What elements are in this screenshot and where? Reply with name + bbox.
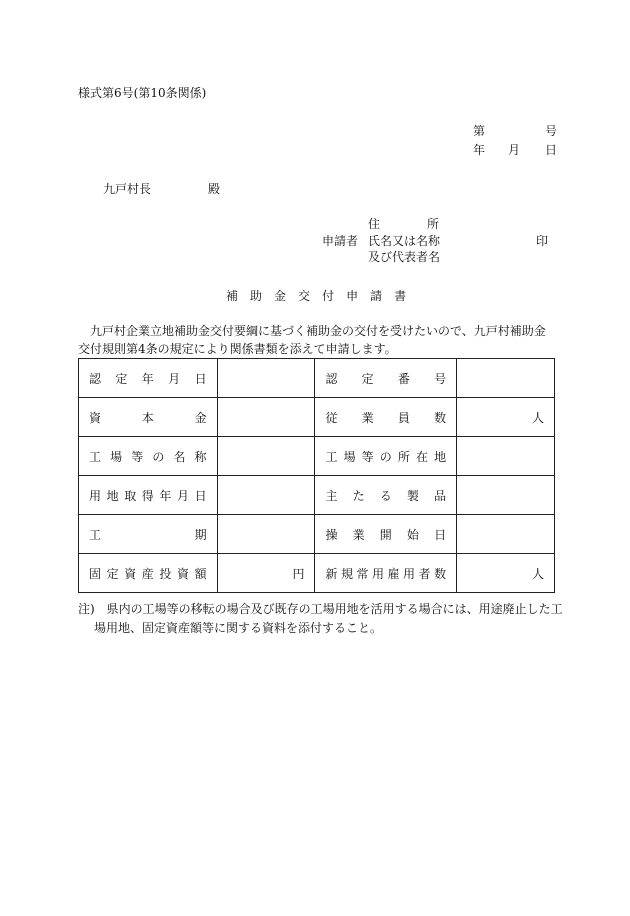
right-label (315, 437, 457, 476)
right-label-char: 常 (356, 566, 369, 581)
right-label-char: 数 (434, 410, 447, 425)
left-label-char: 用 (89, 488, 102, 503)
left-label-char: 月 (168, 371, 181, 386)
right-label-char: 製 (406, 488, 419, 503)
right-label-char: 主 (325, 488, 338, 503)
left-label-char: 名 (173, 449, 186, 464)
left-label-char: 期 (194, 527, 207, 542)
left-label-char: 等 (131, 449, 144, 464)
title-char: 助 (250, 289, 263, 303)
left-label-char: 資 (89, 410, 102, 425)
table-row (79, 554, 555, 593)
right-label-char: 規 (340, 566, 353, 581)
right-label-char: 工 (325, 449, 338, 464)
note-line-2: 場用地、固定資産額等に関する資料を添付すること。 (94, 621, 383, 635)
left-label-char: 地 (106, 488, 119, 503)
right-value-field[interactable] (457, 476, 555, 515)
date-year-label: 年 (473, 143, 486, 157)
right-label-char: 号 (434, 371, 447, 386)
left-label (79, 515, 218, 554)
right-label-char: た (352, 488, 365, 503)
right-label-char: 数 (434, 566, 447, 581)
application-table (78, 358, 555, 593)
form-number: 様式第6号(第10条関係) (78, 86, 207, 100)
table-row (79, 476, 555, 515)
left-label-char: 日 (194, 371, 207, 386)
title-char: 申 (346, 289, 359, 303)
note-line-1: 注) 県内の工場等の移転の場合及び既存の工場用地を活用する場合には、用途廃止した工 (78, 602, 563, 616)
right-value-field[interactable] (457, 437, 555, 476)
right-label-char: る (379, 488, 392, 503)
right-label-char: 地 (434, 449, 447, 464)
left-label-char: 金 (194, 410, 207, 425)
left-label-char: 定 (115, 371, 128, 386)
title-char: 請 (370, 289, 383, 303)
left-label (79, 437, 218, 476)
applicant-label: 申請者 (322, 234, 359, 248)
date-day-label: 日 (545, 143, 558, 157)
left-value-field[interactable] (217, 515, 315, 554)
left-label (79, 359, 218, 398)
left-label-char: 年 (141, 371, 154, 386)
right-label-char: 認 (325, 371, 338, 386)
right-label (315, 359, 457, 398)
left-label-char: 本 (141, 410, 154, 425)
left-label (79, 554, 218, 593)
right-label-char: の (379, 449, 392, 464)
left-label-char: 月 (176, 488, 189, 503)
left-label-char: 資 (176, 566, 189, 581)
right-label-char: 在 (416, 449, 429, 464)
right-label-char: 定 (361, 371, 374, 386)
right-label-char: 番 (397, 371, 410, 386)
left-label-char: の (152, 449, 165, 464)
title-char: 金 (274, 289, 287, 303)
address-label-2: 所 (427, 217, 440, 231)
left-label-char: 年 (159, 488, 172, 503)
left-label (79, 398, 218, 437)
left-value-field[interactable]: 円 (217, 554, 315, 593)
right-label-char: 業 (352, 527, 365, 542)
representative-label: 及び代表者名 (368, 250, 441, 264)
left-label-char: 資 (124, 566, 137, 581)
title-char: 書 (394, 289, 407, 303)
document-title (226, 287, 418, 304)
left-label-char: 取 (124, 488, 137, 503)
addressee-honorific: 殿 (208, 182, 221, 196)
right-value-field[interactable]: 人 (457, 398, 555, 437)
right-label-char: 場 (343, 449, 356, 464)
right-value-field[interactable] (457, 515, 555, 554)
left-label-char: 産 (141, 566, 154, 581)
title-char: 付 (322, 289, 335, 303)
body-text: 九戸村企業立地補助金交付要綱に基づく補助金の交付を受けたいので、九戸村補助金交付規則第4条の規定により関係書類を添えて申請します。 (78, 324, 546, 356)
left-label-char: 固 (89, 566, 102, 581)
addressee-name: 九戸村長 (103, 182, 152, 196)
right-label-char: 用 (403, 566, 416, 581)
right-label (315, 398, 457, 437)
right-label-char: 者 (418, 566, 431, 581)
title-char: 交 (298, 289, 311, 303)
left-label-char: 得 (141, 488, 154, 503)
right-label-char: 員 (397, 410, 410, 425)
number-label: 第 (473, 124, 486, 138)
date-month-label: 月 (508, 143, 521, 157)
left-label-char: 称 (194, 449, 207, 464)
left-label (79, 476, 218, 515)
right-label-char: 品 (434, 488, 447, 503)
left-label-char: 認 (89, 371, 102, 386)
name-label: 氏名又は名称 (368, 234, 441, 248)
right-value-field[interactable]: 人 (457, 554, 555, 593)
table-row (79, 437, 555, 476)
number-suffix: 号 (545, 124, 558, 138)
right-label (315, 554, 457, 593)
right-label-char: 操 (325, 527, 338, 542)
left-label-char: 日 (194, 488, 207, 503)
right-label (315, 476, 457, 515)
right-label-char: 等 (361, 449, 374, 464)
left-value-field[interactable] (217, 359, 315, 398)
left-label-char: 場 (110, 449, 123, 464)
right-label-char: 用 (372, 566, 385, 581)
right-label-char: 始 (406, 527, 419, 542)
table-row (79, 515, 555, 554)
right-label-char: 所 (397, 449, 410, 464)
right-label (315, 515, 457, 554)
address-label-1: 住 (368, 217, 381, 231)
left-label-char: 工 (89, 527, 102, 542)
left-label-char: 投 (159, 566, 172, 581)
right-label-char: 業 (361, 410, 374, 425)
table-row (79, 359, 555, 398)
title-char: 補 (226, 289, 239, 303)
right-label-char: 雇 (387, 566, 400, 581)
left-label-char: 額 (194, 566, 207, 581)
left-value-field[interactable] (217, 398, 315, 437)
right-label-char: 日 (434, 527, 447, 542)
seal-mark: 印 (536, 234, 549, 248)
left-value-field[interactable] (217, 476, 315, 515)
left-value-field[interactable] (217, 437, 315, 476)
table-row (79, 398, 555, 437)
left-label-char: 工 (89, 449, 102, 464)
left-label-char: 定 (106, 566, 119, 581)
right-label-char: 従 (325, 410, 338, 425)
right-value-field[interactable] (457, 359, 555, 398)
right-label-char: 新 (325, 566, 338, 581)
right-label-char: 開 (379, 527, 392, 542)
